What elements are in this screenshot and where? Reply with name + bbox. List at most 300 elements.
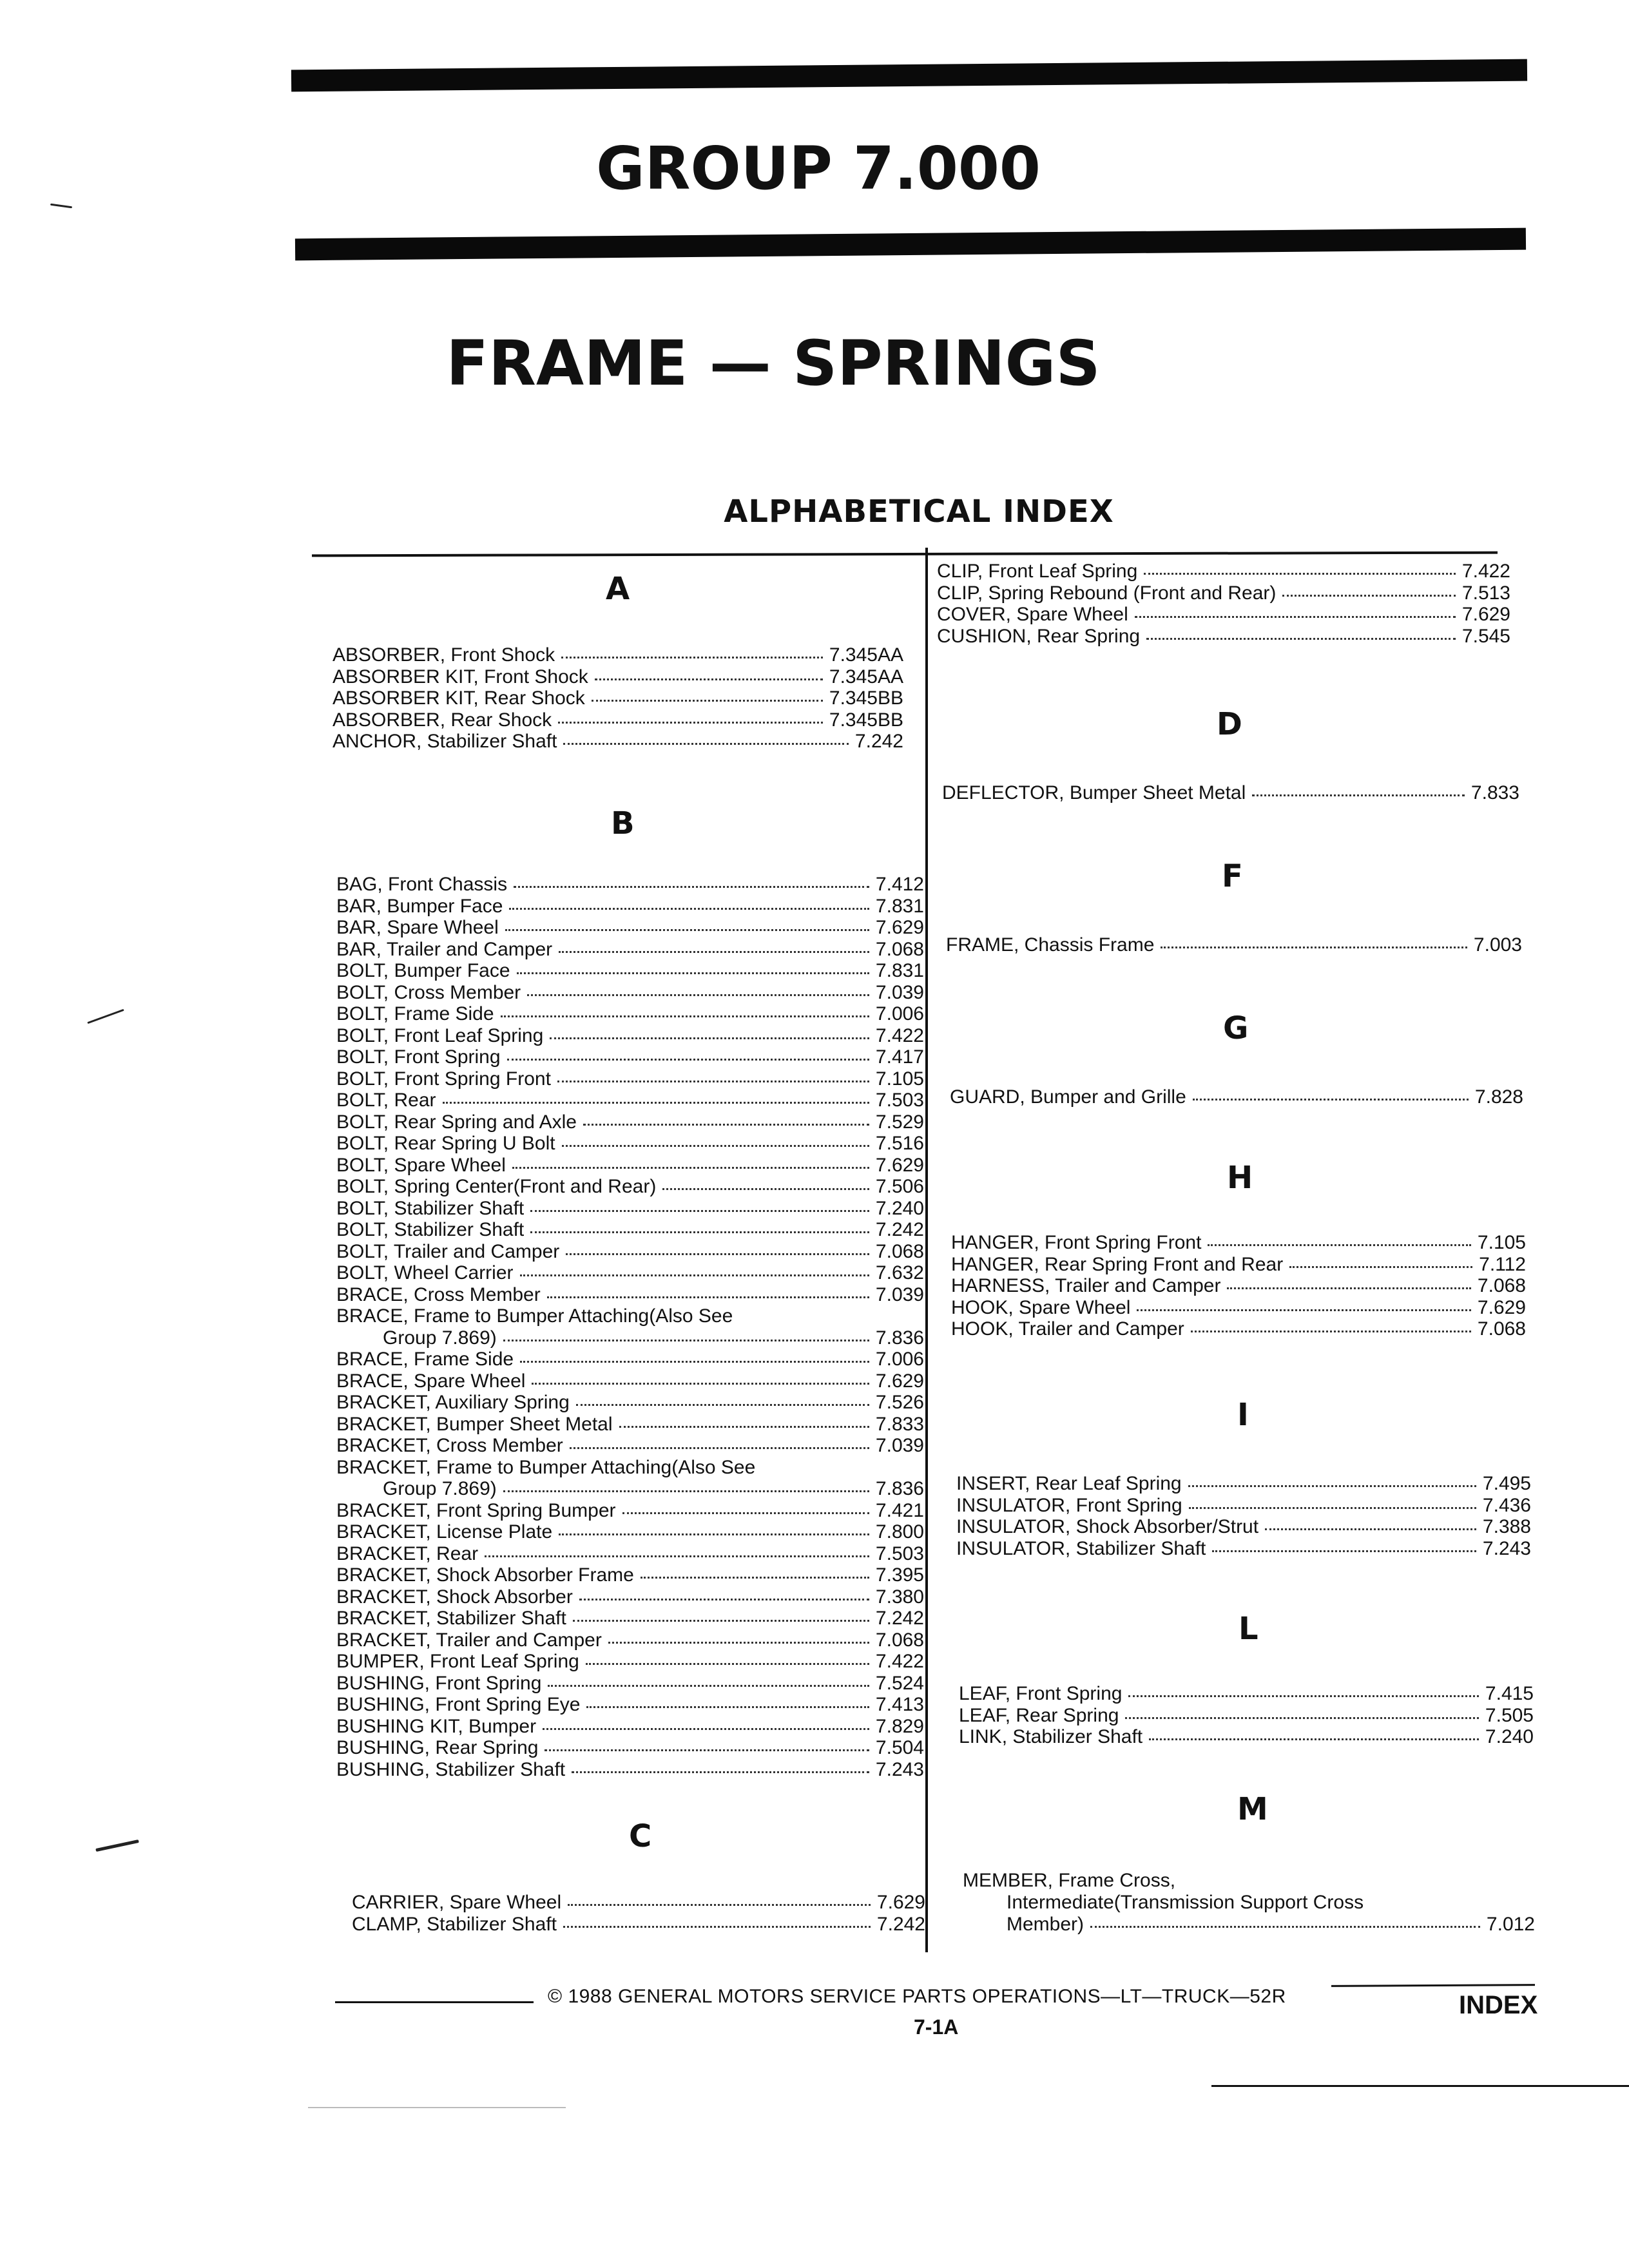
- index-entry-page: 7.039: [875, 1283, 924, 1305]
- index-entry-page: 7.242: [875, 1219, 924, 1240]
- bottom-rule: [1211, 2085, 1629, 2087]
- index-entry-page: 7.422: [875, 1651, 924, 1672]
- section-letter-l: L: [1239, 1611, 1258, 1647]
- index-entry: [951, 1275, 1526, 1297]
- leader-dots: [559, 1533, 869, 1535]
- index-entry: [336, 1349, 924, 1370]
- index-entry-page: 7.413: [875, 1694, 924, 1715]
- index-entry-name: BAR, Bumper Face: [336, 895, 503, 917]
- index-entry: [336, 1737, 924, 1759]
- section-letter-g: G: [1223, 1010, 1249, 1046]
- leader-dots: [583, 1124, 869, 1126]
- leader-dots: [485, 1555, 869, 1557]
- index-entry-name: LINK, Stabilizer Shaft: [959, 1726, 1143, 1747]
- section-letter-d: D: [1217, 706, 1242, 742]
- index-entry-name: BRACKET, Trailer and Camper: [336, 1629, 602, 1651]
- index-entry: [333, 709, 903, 731]
- index-entry: [336, 939, 924, 961]
- leader-dots: [530, 1210, 869, 1212]
- index-entry-name: BRACE, Spare Wheel: [336, 1370, 526, 1392]
- index-entry: [336, 1133, 924, 1155]
- index-entry-page: 7.006: [875, 1003, 924, 1024]
- index-entry-page: 7.068: [875, 1240, 924, 1262]
- index-entry-name: HANGER, Front Spring Front: [951, 1232, 1202, 1253]
- index-entry: [336, 1716, 924, 1738]
- index-entry: [352, 1914, 925, 1936]
- index-entry-name: CLIP, Spring Rebound (Front and Rear): [937, 582, 1277, 604]
- page-number: 7-1A: [914, 2015, 959, 2039]
- index-entry: [1007, 1914, 1535, 1936]
- leader-dots: [520, 1274, 869, 1276]
- index-entry-name: BOLT, Wheel Carrier: [336, 1262, 514, 1283]
- index-entry-name: HOOK, Trailer and Camper: [951, 1318, 1184, 1340]
- index-entry: [336, 1176, 924, 1198]
- leader-dots: [1144, 573, 1456, 575]
- leader-dots: [503, 1490, 869, 1492]
- index-entry-name: BOLT, Spare Wheel: [336, 1154, 506, 1176]
- leader-dots: [559, 951, 869, 953]
- index-entry-name: BOLT, Spring Center(Front and Rear): [336, 1176, 657, 1197]
- leader-dots: [530, 1231, 869, 1233]
- index-entry: [336, 1651, 924, 1673]
- index-entry-page: 7.068: [875, 1629, 924, 1651]
- index-entry-page: 7.395: [875, 1564, 924, 1586]
- index-entry-name: HARNESS, Trailer and Camper: [951, 1275, 1221, 1296]
- index-entry: [956, 1495, 1531, 1517]
- index-entry-name: BOLT, Rear Spring U Bolt: [336, 1133, 555, 1154]
- index-entry-page: 7.503: [875, 1542, 924, 1564]
- index-entry: [951, 1318, 1526, 1340]
- index-entry-page: 7.242: [854, 731, 903, 752]
- index-entry-name: BUSHING KIT, Bumper: [336, 1715, 537, 1737]
- index-entry-name: CARRIER, Spare Wheel: [352, 1892, 562, 1913]
- leader-dots: [573, 1620, 869, 1622]
- index-entry-name: BOLT, Rear: [336, 1090, 436, 1111]
- leader-dots: [1090, 1926, 1480, 1928]
- index-entry: [959, 1705, 1534, 1727]
- leader-dots: [547, 1296, 869, 1298]
- index-entry: [336, 1543, 924, 1565]
- leader-dots: [576, 1404, 869, 1406]
- leader-dots: [1212, 1550, 1476, 1552]
- leader-dots: [520, 1361, 869, 1363]
- index-entry-name: FRAME, Chassis Frame: [946, 934, 1155, 956]
- index-entry: [336, 1262, 924, 1284]
- index-entry-name: BOLT, Front Spring Front: [336, 1068, 551, 1090]
- index-entry: [336, 1111, 924, 1133]
- leader-dots: [566, 1253, 869, 1255]
- leader-dots: [1191, 1331, 1471, 1332]
- index-entry-name: BRACKET, Rear: [336, 1542, 479, 1564]
- index-entry: [950, 1086, 1523, 1108]
- index-entry-page: 7.345AA: [829, 644, 903, 666]
- index-entry: [942, 782, 1519, 804]
- index-entry-page: 7.629: [876, 1892, 925, 1913]
- index-entry: [951, 1254, 1526, 1276]
- index-entry-name: BRACKET, Shock Absorber Frame: [336, 1564, 634, 1586]
- footer-rule-left: [335, 2001, 534, 2003]
- leader-dots: [1161, 947, 1467, 948]
- index-entry: [333, 731, 903, 753]
- index-entry-page: 7.836: [875, 1478, 924, 1499]
- index-entry-name: INSULATOR, Front Spring: [956, 1494, 1182, 1516]
- index-entry: [336, 1003, 924, 1025]
- index-entry: [336, 960, 924, 982]
- leader-dots: [505, 929, 869, 931]
- leader-dots: [622, 1512, 869, 1514]
- leader-dots: [1135, 616, 1456, 618]
- header-top-rule: [291, 59, 1527, 92]
- index-entry-page: 7.417: [875, 1046, 924, 1068]
- index-entry-page: 7.833: [875, 1413, 924, 1435]
- leader-dots: [1289, 1266, 1472, 1268]
- index-entry-name: BRACKET, Cross Member: [336, 1435, 563, 1456]
- leader-dots: [557, 1081, 869, 1082]
- index-entry-name: COVER, Spare Wheel: [937, 604, 1128, 625]
- index-entry-page: 7.504: [875, 1737, 924, 1758]
- index-entry-name: BAR, Trailer and Camper: [336, 938, 553, 960]
- footer-rule-right: [1331, 1984, 1535, 1987]
- index-entry: [956, 1538, 1531, 1560]
- index-entry-name: LEAF, Front Spring: [959, 1683, 1123, 1704]
- index-entry-page: 7.828: [1474, 1086, 1523, 1108]
- leader-dots: [568, 1904, 871, 1906]
- index-entry-page: 7.833: [1470, 782, 1519, 803]
- index-entry-name: ABSORBER, Front Shock: [333, 644, 555, 666]
- index-entry: [937, 582, 1510, 604]
- index-entry-name: LEAF, Rear Spring: [959, 1704, 1119, 1726]
- index-entry: [352, 1892, 925, 1914]
- section-letter-b: B: [611, 805, 635, 841]
- index-entry: [336, 1759, 924, 1781]
- section-letter-m: M: [1237, 1791, 1268, 1827]
- leader-dots: [527, 994, 869, 996]
- index-entry-page: 7.516: [875, 1133, 924, 1154]
- index-entry: [336, 1564, 924, 1586]
- leader-dots: [563, 743, 848, 745]
- column-divider: [925, 548, 928, 1952]
- index-entry-name: ABSORBER KIT, Rear Shock: [333, 687, 585, 709]
- index-entry: [336, 1327, 924, 1349]
- index-entry: [937, 626, 1510, 648]
- section-letter-c: C: [629, 1818, 652, 1854]
- index-entry-page: 7.380: [875, 1586, 924, 1608]
- index-entry: [336, 1155, 924, 1177]
- leader-dots: [1282, 595, 1456, 597]
- index-entry-name: BOLT, Front Leaf Spring: [336, 1024, 544, 1046]
- index-entry-name: BRACKET, Shock Absorber: [336, 1586, 573, 1608]
- index-entry: [336, 1694, 924, 1716]
- index-entry-page: 7.112: [1479, 1253, 1526, 1275]
- margin-mark: [50, 204, 72, 209]
- index-entry-page: 7.412: [875, 874, 924, 895]
- leader-dots: [532, 1383, 869, 1385]
- leader-dots: [1193, 1099, 1469, 1100]
- leader-dots: [561, 657, 823, 658]
- leader-dots: [1125, 1717, 1478, 1719]
- index-entry-page: 7.039: [875, 1435, 924, 1456]
- index-entry-name: BOLT, Stabilizer Shaft: [336, 1197, 525, 1219]
- index-entry-name: ANCHOR, Stabilizer Shaft: [333, 731, 557, 752]
- index-entry-name: BOLT, Bumper Face: [336, 960, 510, 981]
- index-entry-page: 7.629: [875, 917, 924, 938]
- index-entry-page: 7.436: [1482, 1494, 1531, 1516]
- index-entry-name: CUSHION, Rear Spring: [937, 625, 1141, 647]
- leader-dots: [517, 972, 869, 974]
- index-entry: [336, 1608, 924, 1629]
- index-entry-page: 7.345AA: [829, 666, 903, 687]
- index-entry-name: HANGER, Rear Spring Front and Rear: [951, 1253, 1284, 1275]
- leader-dots: [1189, 1507, 1476, 1509]
- index-entry-page: 7.345BB: [829, 687, 903, 709]
- index-entry-page: 7.068: [1477, 1275, 1526, 1296]
- leader-dots: [1137, 1309, 1470, 1311]
- index-entry: [951, 1297, 1526, 1319]
- index-entry-page: 7.240: [875, 1197, 924, 1219]
- index-entry: [956, 1516, 1531, 1538]
- leader-dots: [562, 1145, 869, 1147]
- index-entry-name: BOLT, Trailer and Camper: [336, 1240, 560, 1262]
- index-entry-name: Group 7.869): [383, 1478, 497, 1499]
- leader-dots: [550, 1037, 869, 1039]
- index-entry-name: Member): [1007, 1914, 1084, 1935]
- margin-mark: [87, 1009, 124, 1024]
- leader-dots: [1128, 1695, 1478, 1697]
- index-entry: [336, 1435, 924, 1457]
- index-entry-page: 7.012: [1486, 1914, 1535, 1935]
- leader-dots: [563, 1926, 871, 1928]
- leader-dots: [503, 1340, 869, 1341]
- section-letter-a: A: [606, 571, 630, 607]
- index-entry-page: 7.422: [1461, 561, 1510, 582]
- leader-dots: [586, 1663, 869, 1665]
- index-entry-name: BRACKET, Front Spring Bumper: [336, 1499, 616, 1521]
- index-entry: [336, 1198, 924, 1220]
- index-entry: [951, 1232, 1526, 1254]
- leader-dots: [548, 1685, 869, 1687]
- index-entry: [336, 1219, 924, 1241]
- index-entry-name: GUARD, Bumper and Grille: [950, 1086, 1186, 1108]
- index-entry-name: BUSHING, Rear Spring: [336, 1737, 539, 1758]
- index-entry-name: BUSHING, Front Spring Eye: [336, 1694, 581, 1715]
- index-entry: [336, 1629, 924, 1651]
- leader-dots: [514, 886, 869, 888]
- index-entry-name: BAR, Spare Wheel: [336, 917, 499, 938]
- leader-dots: [619, 1426, 869, 1428]
- leader-dots: [443, 1102, 869, 1104]
- index-entry-page: 7.242: [876, 1913, 925, 1935]
- index-entry: [336, 1414, 924, 1436]
- section-letter-h: H: [1227, 1160, 1253, 1196]
- index-entry-page: 7.421: [875, 1499, 924, 1521]
- index-entry: [336, 1370, 924, 1392]
- section-letter-i: I: [1237, 1397, 1249, 1433]
- index-entry-page: 7.545: [1461, 625, 1510, 647]
- index-entry-name: BOLT, Frame Side: [336, 1003, 494, 1024]
- margin-mark: [95, 1840, 139, 1852]
- index-entry-name: BRACE, Frame Side: [336, 1349, 514, 1370]
- index-entry-name: CLIP, Front Leaf Spring: [937, 561, 1138, 582]
- leader-dots: [512, 1167, 869, 1169]
- index-entry-name: BRACKET, License Plate: [336, 1521, 553, 1542]
- leader-dots: [1227, 1287, 1470, 1289]
- index-rule: [312, 552, 1498, 557]
- index-entry: [336, 1500, 924, 1522]
- index-entry: [336, 896, 924, 918]
- index-entry-name: BOLT, Front Spring: [336, 1046, 501, 1068]
- index-entry: [336, 917, 924, 939]
- leader-dots: [1146, 638, 1456, 640]
- section-letter-f: F: [1222, 858, 1243, 894]
- leader-dots: [509, 908, 869, 910]
- index-entry-name: BRACKET, Stabilizer Shaft: [336, 1608, 566, 1629]
- index-entry-page: 7.105: [1477, 1232, 1526, 1253]
- index-entry-page: 7.105: [875, 1068, 924, 1090]
- index-entry-page: 7.513: [1461, 582, 1510, 604]
- index-entry-name: ABSORBER KIT, Front Shock: [333, 666, 588, 687]
- index-entry-name: BAG, Front Chassis: [336, 874, 508, 895]
- index-entry-name: Group 7.869): [383, 1327, 497, 1349]
- index-entry-page: 7.003: [1473, 934, 1522, 956]
- index-entry-page: 7.068: [1477, 1318, 1526, 1340]
- index-entry-page: 7.836: [875, 1327, 924, 1349]
- index-entry-name: BUSHING, Front Spring: [336, 1672, 542, 1694]
- index-entry: [333, 687, 903, 709]
- group-title: GROUP 7.000: [596, 134, 1041, 203]
- index-entry: [336, 1392, 924, 1414]
- index-entry: [336, 1521, 924, 1543]
- index-entry-page: 7.632: [875, 1262, 924, 1283]
- index-entry-name: BUSHING, Stabilizer Shaft: [336, 1758, 566, 1780]
- index-entry: [336, 1586, 924, 1608]
- index-entry-page: 7.006: [875, 1349, 924, 1370]
- footer-copyright: © 1988 GENERAL MOTORS SERVICE PARTS OPERATIONS—LT—TRUCK—52R: [548, 1986, 1286, 2007]
- index-title: ALPHABETICAL INDEX: [724, 494, 1114, 530]
- index-entry: [336, 1241, 924, 1263]
- leader-dots: [545, 1749, 869, 1751]
- index-entry-page: 7.529: [875, 1111, 924, 1133]
- index-entry: [959, 1726, 1534, 1748]
- index-entry-page: 7.831: [875, 960, 924, 981]
- index-entry: [336, 1284, 924, 1306]
- index-entry-name: BRACKET, Bumper Sheet Metal: [336, 1413, 613, 1435]
- index-entry-name: ABSORBER, Rear Shock: [333, 709, 552, 731]
- leader-dots: [595, 678, 823, 680]
- index-entry-name: BRACE, Cross Member: [336, 1283, 541, 1305]
- index-entry: [956, 1473, 1531, 1495]
- leader-dots: [1208, 1244, 1470, 1246]
- index-entry-page: 7.039: [875, 981, 924, 1003]
- index-entry: [336, 1305, 924, 1327]
- index-entry-name: Intermediate(Transmission Support Cross: [1007, 1892, 1364, 1913]
- leader-dots: [1265, 1528, 1476, 1530]
- leader-dots: [507, 1059, 869, 1061]
- index-entry-page: 7.388: [1482, 1516, 1531, 1537]
- index-entry-page: 7.495: [1482, 1473, 1531, 1494]
- leader-dots: [1188, 1485, 1476, 1487]
- index-entry-page: 7.629: [875, 1154, 924, 1176]
- index-entry-name: HOOK, Spare Wheel: [951, 1296, 1131, 1318]
- index-entry-page: 7.068: [875, 938, 924, 960]
- leader-dots: [1252, 794, 1465, 796]
- index-entry-page: 7.242: [875, 1608, 924, 1629]
- bottom-rule-faint: [308, 2107, 566, 2108]
- index-entry-name: CLAMP, Stabilizer Shaft: [352, 1913, 557, 1935]
- leader-dots: [608, 1642, 869, 1644]
- index-entry-page: 7.629: [1461, 604, 1510, 625]
- index-entry-name: BOLT, Stabilizer Shaft: [336, 1219, 525, 1240]
- index-entry: [336, 1478, 924, 1500]
- index-entry: [336, 1090, 924, 1111]
- index-entry: [946, 934, 1522, 956]
- index-entry: [937, 604, 1510, 626]
- index-entry: [333, 644, 903, 666]
- index-entry: [336, 1025, 924, 1047]
- index-entry-name: BOLT, Rear Spring and Axle: [336, 1111, 577, 1133]
- index-entry-name: BRACKET, Frame to Bumper Attaching(Also See: [336, 1456, 756, 1478]
- index-entry-page: 7.831: [875, 895, 924, 917]
- index-entry-page: 7.800: [875, 1521, 924, 1542]
- index-entry-page: 7.629: [1477, 1296, 1526, 1318]
- index-entry-page: 7.243: [1482, 1537, 1531, 1559]
- index-entry-name: INSERT, Rear Leaf Spring: [956, 1473, 1182, 1494]
- index-label: INDEX: [1459, 1991, 1538, 2019]
- leader-dots: [592, 700, 823, 702]
- index-entry: [336, 982, 924, 1004]
- index-entry-page: 7.422: [875, 1024, 924, 1046]
- leader-dots: [572, 1771, 869, 1773]
- index-entry-page: 7.415: [1485, 1683, 1534, 1704]
- leader-dots: [641, 1577, 869, 1579]
- leader-dots: [558, 722, 823, 724]
- index-entry-name: INSULATOR, Shock Absorber/Strut: [956, 1516, 1259, 1537]
- leader-dots: [579, 1599, 869, 1600]
- index-entry-page: 7.506: [875, 1176, 924, 1197]
- index-entry-name: BOLT, Cross Member: [336, 981, 521, 1003]
- index-entry-name: DEFLECTOR, Bumper Sheet Metal: [942, 782, 1246, 803]
- leader-dots: [1149, 1738, 1479, 1740]
- index-entry-page: 7.345BB: [829, 709, 903, 731]
- index-entry: [336, 1046, 924, 1068]
- leader-dots: [543, 1728, 869, 1730]
- header-bottom-rule: [295, 228, 1526, 261]
- index-entry-page: 7.524: [875, 1672, 924, 1694]
- index-entry-page: 7.243: [875, 1758, 924, 1780]
- index-entry: [336, 1068, 924, 1090]
- index-entry-name: BRACE, Frame to Bumper Attaching(Also See: [336, 1305, 733, 1327]
- index-entry-page: 7.240: [1485, 1726, 1534, 1747]
- index-entry: [959, 1683, 1534, 1705]
- leader-dots: [586, 1706, 869, 1708]
- index-entry: [937, 561, 1510, 582]
- index-entry-page: 7.829: [875, 1715, 924, 1737]
- index-entry-name: MEMBER, Frame Cross,: [963, 1870, 1176, 1891]
- index-entry: [336, 1457, 924, 1479]
- index-entry-name: BUMPER, Front Leaf Spring: [336, 1651, 579, 1672]
- index-entry: [333, 666, 903, 688]
- index-entry: [336, 1673, 924, 1695]
- index-entry-page: 7.629: [875, 1370, 924, 1392]
- index-entry-page: 7.505: [1485, 1704, 1534, 1726]
- index-entry-page: 7.526: [875, 1392, 924, 1413]
- leader-dots: [501, 1015, 869, 1017]
- index-entry-name: BRACKET, Auxiliary Spring: [336, 1392, 570, 1413]
- index-entry-page: 7.503: [875, 1090, 924, 1111]
- leader-dots: [570, 1447, 869, 1449]
- leader-dots: [662, 1188, 869, 1190]
- section-title: FRAME — SPRINGS: [446, 327, 1101, 399]
- index-entry: [336, 874, 924, 896]
